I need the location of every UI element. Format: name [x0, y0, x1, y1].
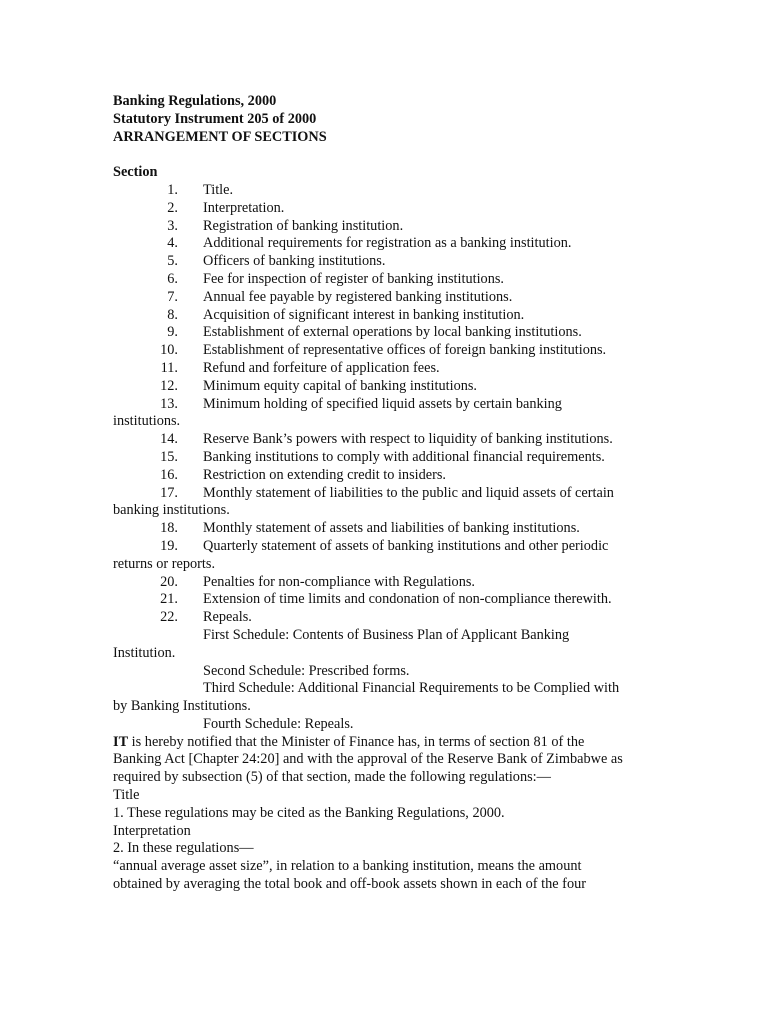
section-number: 11.: [160, 359, 178, 376]
section-number: 10.: [160, 342, 178, 359]
section-title: Refund and forfeiture of application fees.: [203, 359, 440, 376]
section-number: 18.: [160, 520, 178, 537]
section-number: 13.: [160, 395, 178, 412]
section-title: Acquisition of significant interest in banking institution.: [203, 306, 525, 323]
section-title: Monthly statement of assets and liabilities of banking institutions.: [203, 520, 580, 537]
section-number: 21.: [160, 591, 178, 608]
section-title: Establishment of representative offices of foreign banking institutions.: [203, 342, 607, 359]
instrument-number: Statutory Instrument 205 of 2000: [113, 110, 317, 127]
section-entry: [113, 431, 673, 449]
document-page: [113, 93, 673, 894]
section-entry: [113, 574, 673, 592]
schedule-entry: First Schedule: Contents of Business Plan of Applicant Banking: [203, 626, 570, 643]
section-number: 22.: [160, 609, 178, 626]
section-entry: [113, 396, 673, 414]
schedules-list: [113, 627, 673, 734]
section-title: Establishment of external operations by local banking institutions.: [203, 324, 582, 341]
section-number: 1.: [167, 181, 178, 198]
section-entry: [113, 538, 673, 556]
section-number: 3.: [167, 217, 178, 234]
section-number: 6.: [167, 270, 178, 287]
section-title: Penalties for non-compliance with Regulations.: [203, 573, 475, 590]
section-title: Banking institutions to comply with additional financial requirements.: [203, 448, 605, 465]
definition-line: obtained by averaging the total book and off-book assets shown in each of the four: [113, 876, 586, 893]
section-entry: [113, 182, 673, 200]
section-number: 8.: [167, 306, 178, 323]
section-entry: [113, 342, 673, 360]
section-title-continuation: returns or reports.: [113, 555, 216, 572]
section-entry: [113, 485, 673, 503]
section-number: 2.: [167, 199, 178, 216]
preamble-line: Banking Act [Chapter 24:20] and with the approval of the Reserve Bank of Zimbabwe as: [113, 751, 623, 768]
section-title: Minimum holding of specified liquid assets by certain banking: [203, 395, 562, 412]
section-number: 5.: [167, 253, 178, 270]
section-entry: [113, 591, 673, 609]
section-number: 20.: [160, 573, 178, 590]
section-title-continuation: institutions.: [113, 413, 181, 430]
section-number: 16.: [160, 466, 178, 483]
section-title: Annual fee payable by registered banking institutions.: [203, 288, 513, 305]
section-title: Reserve Bank’s powers with respect to liquidity of banking institutions.: [203, 431, 613, 448]
section-entry: [113, 307, 673, 325]
sections-list: [113, 182, 673, 627]
section-title: Title.: [203, 181, 234, 198]
section-title: Additional requirements for registration as a banking institution.: [203, 235, 572, 252]
section-entry: [113, 609, 673, 627]
section-entry: [113, 467, 673, 485]
section-number: 15.: [160, 448, 178, 465]
section-title: Officers of banking institutions.: [203, 253, 386, 270]
section-title: Registration of banking institution.: [203, 217, 404, 234]
section-entry: [113, 271, 673, 289]
section-number: 9.: [167, 324, 178, 341]
heading-title: Title: [113, 787, 140, 804]
section-heading: Section: [113, 164, 158, 181]
section-title: Repeals.: [203, 609, 252, 626]
section-number: 4.: [167, 235, 178, 252]
section-number: 17.: [160, 484, 178, 501]
regulation-2: 2. In these regulations—: [113, 840, 254, 857]
document-title: Banking Regulations, 2000: [113, 93, 277, 109]
preamble-line: IT is hereby notified that the Minister of Finance has, in terms of section 81 of the: [113, 733, 585, 750]
section-title: Restriction on extending credit to insiders.: [203, 466, 446, 483]
section-title: Extension of time limits and condonation of non-compliance therewith.: [203, 591, 612, 608]
section-title: Interpretation.: [203, 199, 285, 216]
section-entry: [113, 449, 673, 467]
section-entry: [113, 289, 673, 307]
section-title: Quarterly statement of assets of banking institutions and other periodic: [203, 537, 609, 554]
section-number: 14.: [160, 431, 178, 448]
section-number: 7.: [167, 288, 178, 305]
regulation-1: 1. These regulations may be cited as the Banking Regulations, 2000.: [113, 804, 505, 821]
section-title: Monthly statement of liabilities to the public and liquid assets of certain: [203, 484, 614, 501]
preamble-lead: IT: [113, 733, 129, 750]
definition-line: “annual average asset size”, in relation to a banking institution, means the amount: [113, 858, 582, 875]
section-number: 19.: [160, 537, 178, 554]
section-entry: [113, 378, 673, 396]
section-title: Fee for inspection of register of banking institutions.: [203, 270, 504, 287]
section-entry: [113, 324, 673, 342]
schedule-title-continuation: by Banking Institutions.: [113, 698, 251, 715]
schedule-entry: Third Schedule: Additional Financial Requirements to be Complied with: [203, 680, 620, 697]
section-number: 12.: [160, 377, 178, 394]
schedule-entry: Fourth Schedule: Repeals.: [203, 715, 354, 732]
preamble-line: required by subsection (5) of that section, made the following regulations:—: [113, 769, 551, 786]
schedule-entry: Second Schedule: Prescribed forms.: [203, 662, 410, 679]
arrangement-heading: ARRANGEMENT OF SECTIONS: [113, 128, 327, 145]
section-entry: [113, 253, 673, 271]
section-entry: [113, 218, 673, 236]
schedule-title-continuation: Institution.: [113, 644, 176, 661]
section-entry: [113, 235, 673, 253]
section-entry: [113, 200, 673, 218]
section-title: Minimum equity capital of banking institutions.: [203, 377, 478, 394]
section-entry: [113, 360, 673, 378]
section-title-continuation: banking institutions.: [113, 502, 230, 519]
heading-interpretation: Interpretation: [113, 822, 191, 839]
section-entry: [113, 520, 673, 538]
